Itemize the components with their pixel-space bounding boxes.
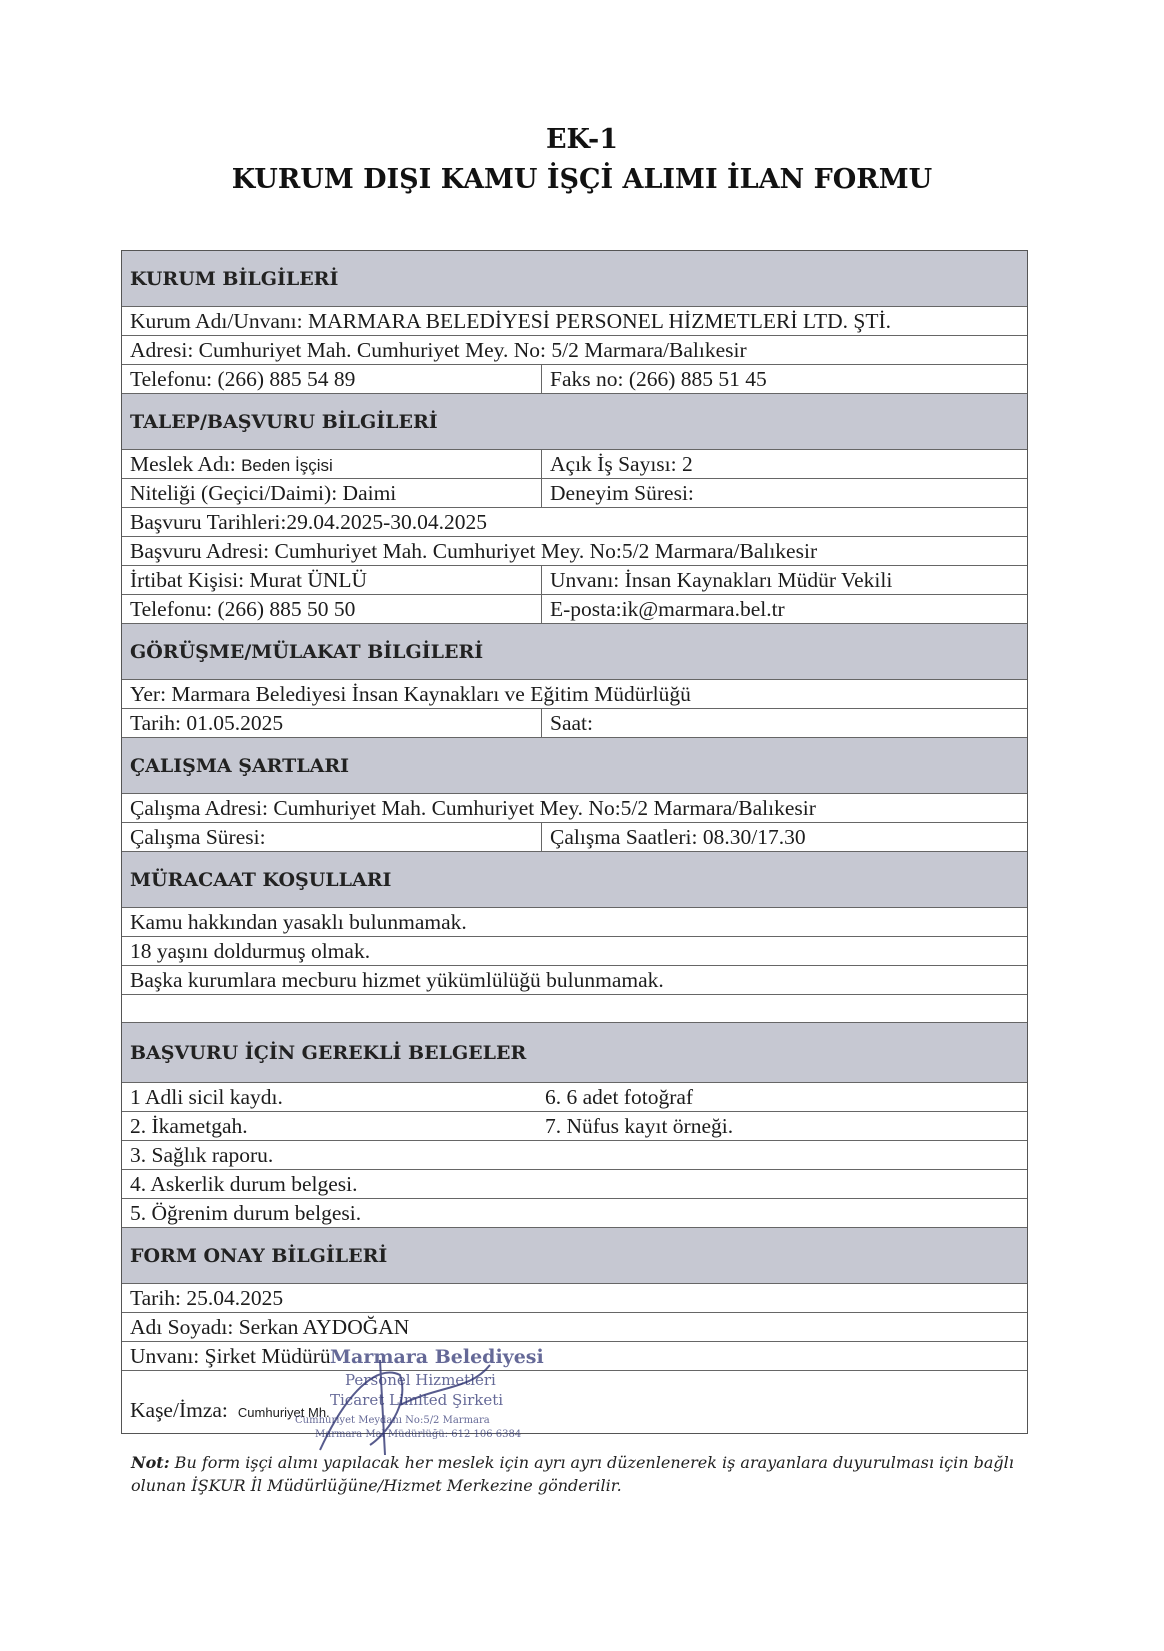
talep-address-row <box>122 537 1027 566</box>
occupation-value: Beden İşçisi <box>241 456 333 475</box>
stamp-signature-field <box>122 1371 1027 1433</box>
onay-title-row <box>122 1342 1027 1371</box>
stamp-small-text: Cumhuriyet Mh. <box>237 1405 330 1420</box>
institution-address: Adresi: Cumhuriyet Mah. Cumhuriyet Mey. No: 5/2 Marmara/Balıkesir <box>130 338 747 362</box>
document-row <box>122 1170 1027 1199</box>
interview-place: Yer: Marmara Belediyesi İnsan Kaynakları ve Eğitim Müdürlüğü <box>130 682 691 706</box>
documents-list <box>122 1083 1027 1228</box>
stamp-line-1: Marmara Belediyesi <box>330 1346 544 1368</box>
gorusme-date-row <box>122 709 1027 738</box>
section-title: KURUM BİLGİLERİ <box>130 267 339 290</box>
calisma-address-row <box>122 794 1027 823</box>
empty-row <box>122 995 1027 1023</box>
section-header-talep <box>122 394 1027 450</box>
document-item: 4. Askerlik durum belgesi. <box>130 1172 358 1196</box>
onay-name-row <box>122 1313 1027 1342</box>
form-note <box>131 1451 1061 1497</box>
approver-title: Unvanı: Şirket Müdürü <box>130 1344 331 1368</box>
document-item: 3. Sağlık raporu. <box>130 1143 274 1167</box>
kurum-address-row <box>122 336 1027 365</box>
section-header-muracaat <box>122 852 1027 908</box>
condition-item: 18 yaşını doldurmuş olmak. <box>130 939 371 963</box>
talep-dates-row <box>122 508 1027 537</box>
section-header-onay <box>122 1228 1027 1284</box>
form-title-block <box>0 120 1164 200</box>
occupation-label: Meslek Adı: <box>130 452 242 476</box>
interview-date: Tarih: 01.05.2025 <box>122 709 542 737</box>
talep-phone-row <box>122 595 1027 624</box>
stamp-line-5: Marmara Mal Müdürlüğü: 612 106 6384 <box>315 1429 522 1440</box>
empty-cell <box>122 995 1027 1023</box>
section-title: GÖRÜŞME/MÜLAKAT BİLGİLERİ <box>130 640 484 663</box>
condition-row <box>122 908 1027 937</box>
company-stamp <box>290 1345 560 1465</box>
talep-contact-row <box>122 566 1027 595</box>
document-item: 2. İkametgah. <box>130 1114 248 1138</box>
section-title: TALEP/BAŞVURU BİLGİLERİ <box>130 410 438 433</box>
document-item <box>537 1199 1027 1227</box>
document-item: 5. Öğrenim durum belgesi. <box>130 1201 362 1225</box>
application-dates: Başvuru Tarihleri:29.04.2025-30.04.2025 <box>130 510 487 534</box>
talep-occupation-row <box>122 450 1027 479</box>
annex-label: EK-1 <box>545 124 619 155</box>
kurum-name-row <box>122 307 1027 336</box>
kurum-phone-row <box>122 365 1027 394</box>
onay-stamp-row <box>122 1371 1027 1433</box>
document-item: 1 Adli sicil kaydı. <box>130 1085 283 1109</box>
section-header-belgeler <box>122 1023 1027 1083</box>
document-row <box>122 1083 1027 1112</box>
section-header-kurum <box>122 251 1027 307</box>
occupation-field <box>122 450 542 478</box>
condition-row <box>122 937 1027 966</box>
announcement-form <box>121 250 1028 1434</box>
form-title: KURUM DIŞI KAMU İŞÇİ ALIMI İLAN FORMU <box>231 164 933 195</box>
note-label: Not: <box>131 1453 170 1472</box>
work-hours: Çalışma Saatleri: 08.30/17.30 <box>550 825 806 849</box>
application-address: Başvuru Adresi: Cumhuriyet Mah. Cumhuriyet Mey. No:5/2 Marmara/Balıkesir <box>130 539 818 563</box>
stamp-label: Kaşe/İmza: <box>130 1398 228 1422</box>
document-row <box>122 1199 1027 1228</box>
talep-nature-row <box>122 479 1027 508</box>
section-title: MÜRACAAT KOŞULLARI <box>130 868 392 891</box>
contact-person: İrtibat Kişisi: Murat ÜNLÜ <box>122 566 542 594</box>
contact-email: E-posta:ik@marmara.bel.tr <box>550 597 785 621</box>
stamp-line-3: Ticaret Limited Şirketi <box>330 1391 504 1409</box>
condition-item: Kamu hakkından yasaklı bulunmamak. <box>130 910 467 934</box>
document-row <box>122 1112 1027 1141</box>
condition-row <box>122 966 1027 995</box>
section-title: ÇALIŞMA ŞARTLARI <box>130 754 350 777</box>
work-duration: Çalışma Süresi: <box>122 823 542 851</box>
work-address: Çalışma Adresi: Cumhuriyet Mah. Cumhuriyet Mey. No:5/2 Marmara/Balıkesir <box>130 796 816 820</box>
job-nature: Niteliği (Geçici/Daimi): Daimi <box>122 479 542 507</box>
approver-name: Adı Soyadı: Serkan AYDOĞAN <box>130 1315 410 1339</box>
document-item: 7. Nüfus kayıt örneği. <box>545 1114 734 1138</box>
condition-item: Başka kurumlara mecburu hizmet yükümlülüğü bulunmamak. <box>130 968 664 992</box>
gorusme-place-row <box>122 680 1027 709</box>
note-text: Bu form işçi alımı yapılacak her meslek için ayrı ayrı düzenlenerek iş arayanlara duyurulması için bağlı olunan İŞKUR İl Müdürlüğüne/Hizmet Merkezine gönderilir. <box>131 1453 1014 1495</box>
section-title: FORM ONAY BİLGİLERİ <box>130 1244 388 1267</box>
section-header-calisma <box>122 738 1027 794</box>
section-header-gorusme <box>122 624 1027 680</box>
open-positions: Açık İş Sayısı: 2 <box>550 452 693 476</box>
contact-phone: Telefonu: (266) 885 50 50 <box>122 595 542 623</box>
onay-date-row <box>122 1284 1027 1313</box>
institution-fax: Faks no: (266) 885 51 45 <box>550 367 767 391</box>
stamp-line-4: Cumhuriyet Meydanı No:5/2 Marmara <box>295 1415 490 1426</box>
experience-duration: Deneyim Süresi: <box>550 481 694 505</box>
document-item: 6. 6 adet fotoğraf <box>545 1085 694 1109</box>
calisma-time-row <box>122 823 1027 852</box>
approval-date: Tarih: 25.04.2025 <box>130 1286 284 1310</box>
stamp-line-2: Personel Hizmetleri <box>345 1371 496 1389</box>
interview-time: Saat: <box>550 711 593 735</box>
document-row <box>122 1141 1027 1170</box>
document-item <box>537 1170 1027 1198</box>
document-item <box>537 1141 1027 1169</box>
contact-title: Unvanı: İnsan Kaynakları Müdür Vekili <box>550 568 893 592</box>
institution-phone: Telefonu: (266) 885 54 89 <box>122 365 542 393</box>
section-title: BAŞVURU İÇİN GEREKLİ BELGELER <box>130 1041 527 1064</box>
institution-name: Kurum Adı/Unvanı: MARMARA BELEDİYESİ PERSONEL HİZMETLERİ LTD. ŞTİ. <box>130 309 892 333</box>
